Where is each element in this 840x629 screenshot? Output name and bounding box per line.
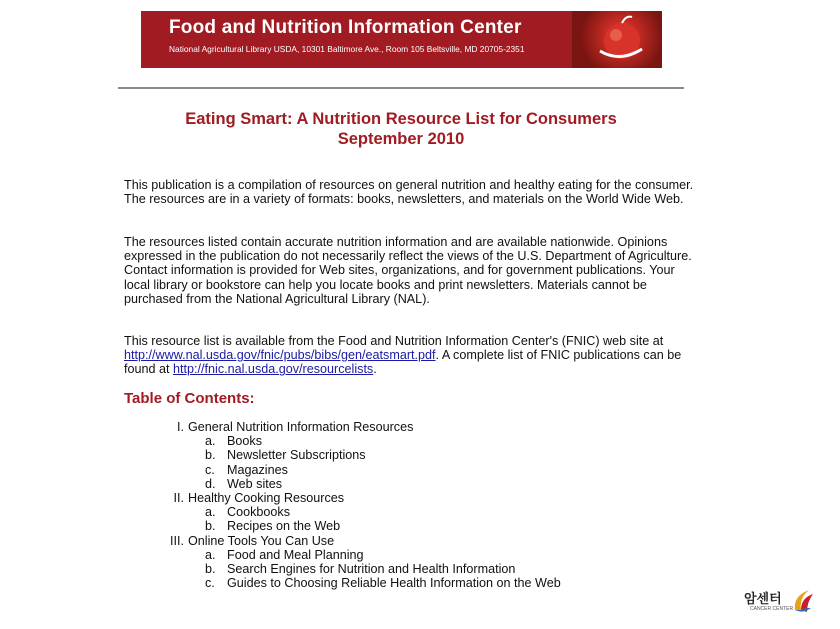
toc-item-letter: d. [205, 476, 216, 491]
toc-item [162, 434, 561, 448]
logo-korean-text: 암센터 [744, 592, 782, 607]
toc-item-label: Cookbooks [227, 505, 291, 520]
toc-item-label: Recipes on the Web [227, 519, 341, 534]
title-line-2: September 2010 [337, 130, 465, 148]
toc-heading: Table of Contents: [124, 390, 255, 407]
intro-paragraph: This publication is a compilation of resources on general nutrition and healthy eating for the consumer. The resources are in a variety of formats: books, newsletters, and materials on the World Wide Web. [124, 178, 694, 207]
toc-section-label: Online Tools You Can Use [188, 533, 335, 548]
toc-item-label: Food and Meal Planning [227, 547, 364, 562]
logo-english-text: CANCER CENTER [750, 606, 794, 612]
availability-text-2: . A complete list of FNIC publications can be found at [124, 348, 682, 377]
toc-section [162, 534, 561, 548]
availability-text-3: . [373, 362, 377, 377]
toc-section [162, 420, 561, 434]
table-of-contents [162, 420, 561, 590]
toc-item-letter: b. [205, 562, 216, 577]
toc-item-letter: a. [205, 547, 216, 562]
page-title [118, 109, 684, 149]
toc-item-letter: a. [205, 434, 216, 449]
toc-item-letter: b. [205, 448, 216, 463]
toc-item [162, 505, 561, 519]
banner-address: National Agricultural Library USDA, 10301 Baltimore Ave., Room 105 Beltsville, MD 20705-2351 [169, 44, 525, 54]
availability-text-1: This resource list is available from the Food and Nutrition Information Center's (FNIC) web site at [124, 334, 664, 348]
toc-section-number: I. [177, 420, 184, 434]
header-banner [141, 11, 662, 68]
toc-item-label: Newsletter Subscriptions [227, 448, 366, 463]
toc-item-label: Magazines [227, 462, 288, 477]
banner-title: Food and Nutrition Information Center [169, 17, 522, 38]
toc-item [162, 576, 561, 590]
toc-item-letter: c. [205, 462, 215, 477]
apple-photo-icon [572, 11, 662, 68]
toc-item [162, 519, 561, 533]
toc-item [162, 448, 561, 462]
toc-item [162, 477, 561, 491]
toc-item-letter: c. [205, 576, 215, 591]
header-divider [118, 87, 684, 89]
toc-section-number: II. [173, 491, 184, 506]
availability-paragraph [124, 334, 704, 377]
toc-item [162, 463, 561, 477]
toc-item-letter: b. [205, 519, 216, 534]
title-line-1: Eating Smart: A Nutrition Resource List for Consumers [185, 110, 617, 128]
toc-section-label: Healthy Cooking Resources [188, 491, 345, 506]
toc-item-label: Guides to Choosing Reliable Health Information on the Web [227, 576, 561, 591]
toc-section-label: General Nutrition Information Resources [188, 420, 414, 434]
toc-section [162, 491, 561, 505]
toc-item-label: Web sites [227, 476, 283, 491]
resource-lists-link[interactable]: http://fnic.nal.usda.gov/resourcelists [173, 362, 374, 377]
eatsmart-pdf-link[interactable]: http://www.nal.usda.gov/fnic/pubs/bibs/gen/eatsmart.pdf [124, 348, 436, 363]
toc-section-number: III. [170, 533, 184, 548]
disclaimer-paragraph: The resources listed contain accurate nutrition information and are available nationwide. Opinions expressed in the publication do not necessarily reflect the views of the U.S. Department of Agriculture. Contact information is provided for Web sites, organizations, and for government publications. Your local library or bookstore can help you locate books and print newsletters. Materials cannot be purchased from the National Agricultural Library (NAL). [124, 235, 692, 306]
toc-item-label: Books [227, 434, 263, 449]
swirl-logo-icon [791, 588, 815, 614]
toc-item-letter: a. [205, 505, 216, 520]
toc-item [162, 562, 561, 576]
toc-item-label: Search Engines for Nutrition and Health Information [227, 562, 516, 577]
toc-item [162, 548, 561, 562]
cancer-center-logo [744, 588, 814, 616]
